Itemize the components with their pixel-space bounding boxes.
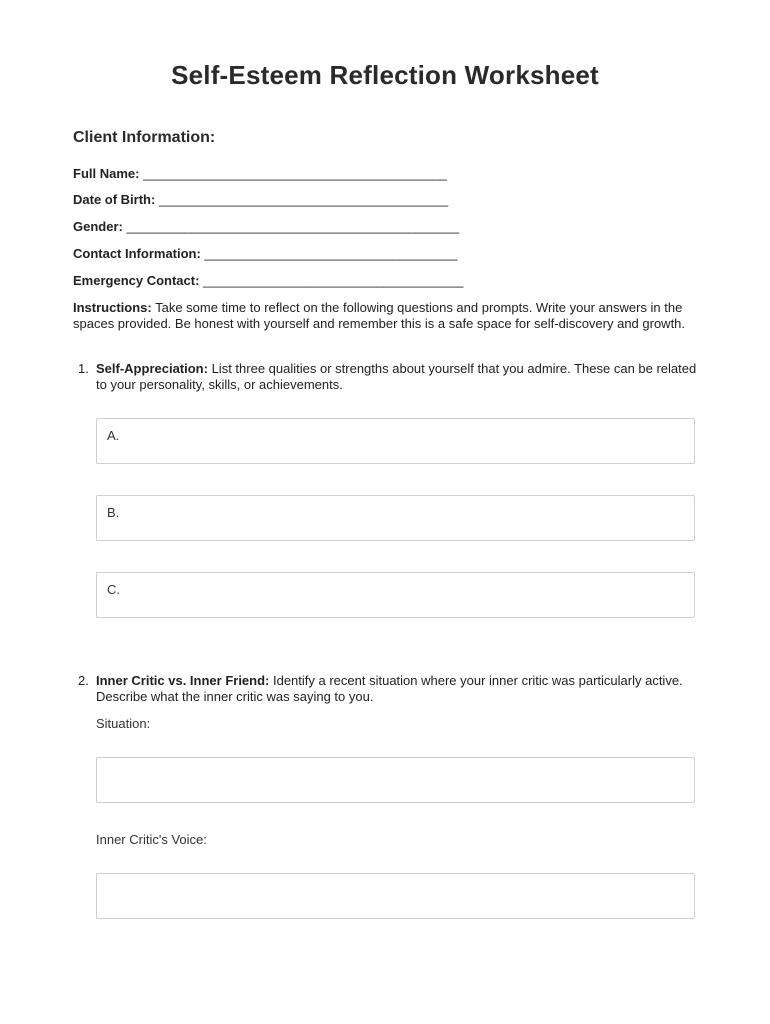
answer-box-c-label: C. — [107, 582, 120, 597]
question-2 — [78, 673, 698, 705]
full-name-label: Full Name: — [73, 166, 140, 181]
full-name-line[interactable]: __________________________________________ — [143, 166, 447, 181]
question-2-title: Inner Critic vs. Inner Friend: — [96, 673, 270, 688]
date-of-birth-label: Date of Birth: — [73, 192, 156, 207]
emergency-contact-line[interactable]: ____________________________________ — [203, 273, 464, 288]
client-info-heading: Client Information: — [73, 129, 216, 146]
answer-box-a[interactable] — [96, 418, 695, 464]
instructions-paragraph — [73, 300, 693, 332]
instructions-text: Take some time to reflect on the following questions and prompts. Write your answers in the spaces provided. Be honest with yourself and remember this is a safe space for self-discovery and growth. — [73, 300, 686, 331]
contact-information-line[interactable]: ___________________________________ — [204, 246, 458, 261]
situation-label: Situation: — [96, 716, 151, 731]
answer-box-b-label: B. — [107, 505, 120, 520]
contact-information-label: Contact Information: — [73, 246, 201, 261]
inner-critic-voice-label: Inner Critic's Voice: — [96, 832, 207, 847]
question-1 — [78, 361, 698, 393]
inner-critic-voice-answer-box[interactable] — [96, 873, 695, 919]
emergency-contact-label: Emergency Contact: — [73, 273, 200, 288]
question-1-number: 1. — [78, 361, 89, 376]
gender-field[interactable] — [73, 219, 459, 234]
date-of-birth-field[interactable] — [73, 192, 448, 207]
gender-label: Gender: — [73, 219, 123, 234]
emergency-contact-field[interactable] — [73, 273, 463, 288]
question-1-title: Self-Appreciation: — [96, 361, 208, 376]
answer-box-c[interactable] — [96, 572, 695, 618]
contact-information-field[interactable] — [73, 246, 458, 261]
answer-box-b[interactable] — [96, 495, 695, 541]
question-1-text: List three qualities or strengths about yourself that you admire. These can be related to your personality, skills, or achievements. — [96, 361, 697, 392]
situation-answer-box[interactable] — [96, 757, 695, 803]
instructions-label: Instructions: — [73, 300, 152, 315]
answer-box-a-label: A. — [107, 428, 120, 443]
page-title: Self-Esteem Reflection Worksheet — [171, 60, 599, 90]
full-name-field[interactable] — [73, 166, 447, 181]
gender-line[interactable]: ______________________________________________ — [126, 219, 460, 234]
date-of-birth-line[interactable]: ________________________________________ — [158, 192, 449, 207]
question-2-number: 2. — [78, 673, 89, 688]
question-2-text: Identify a recent situation where your inner critic was particularly active. Describe what the inner critic was saying to you. — [96, 673, 683, 704]
